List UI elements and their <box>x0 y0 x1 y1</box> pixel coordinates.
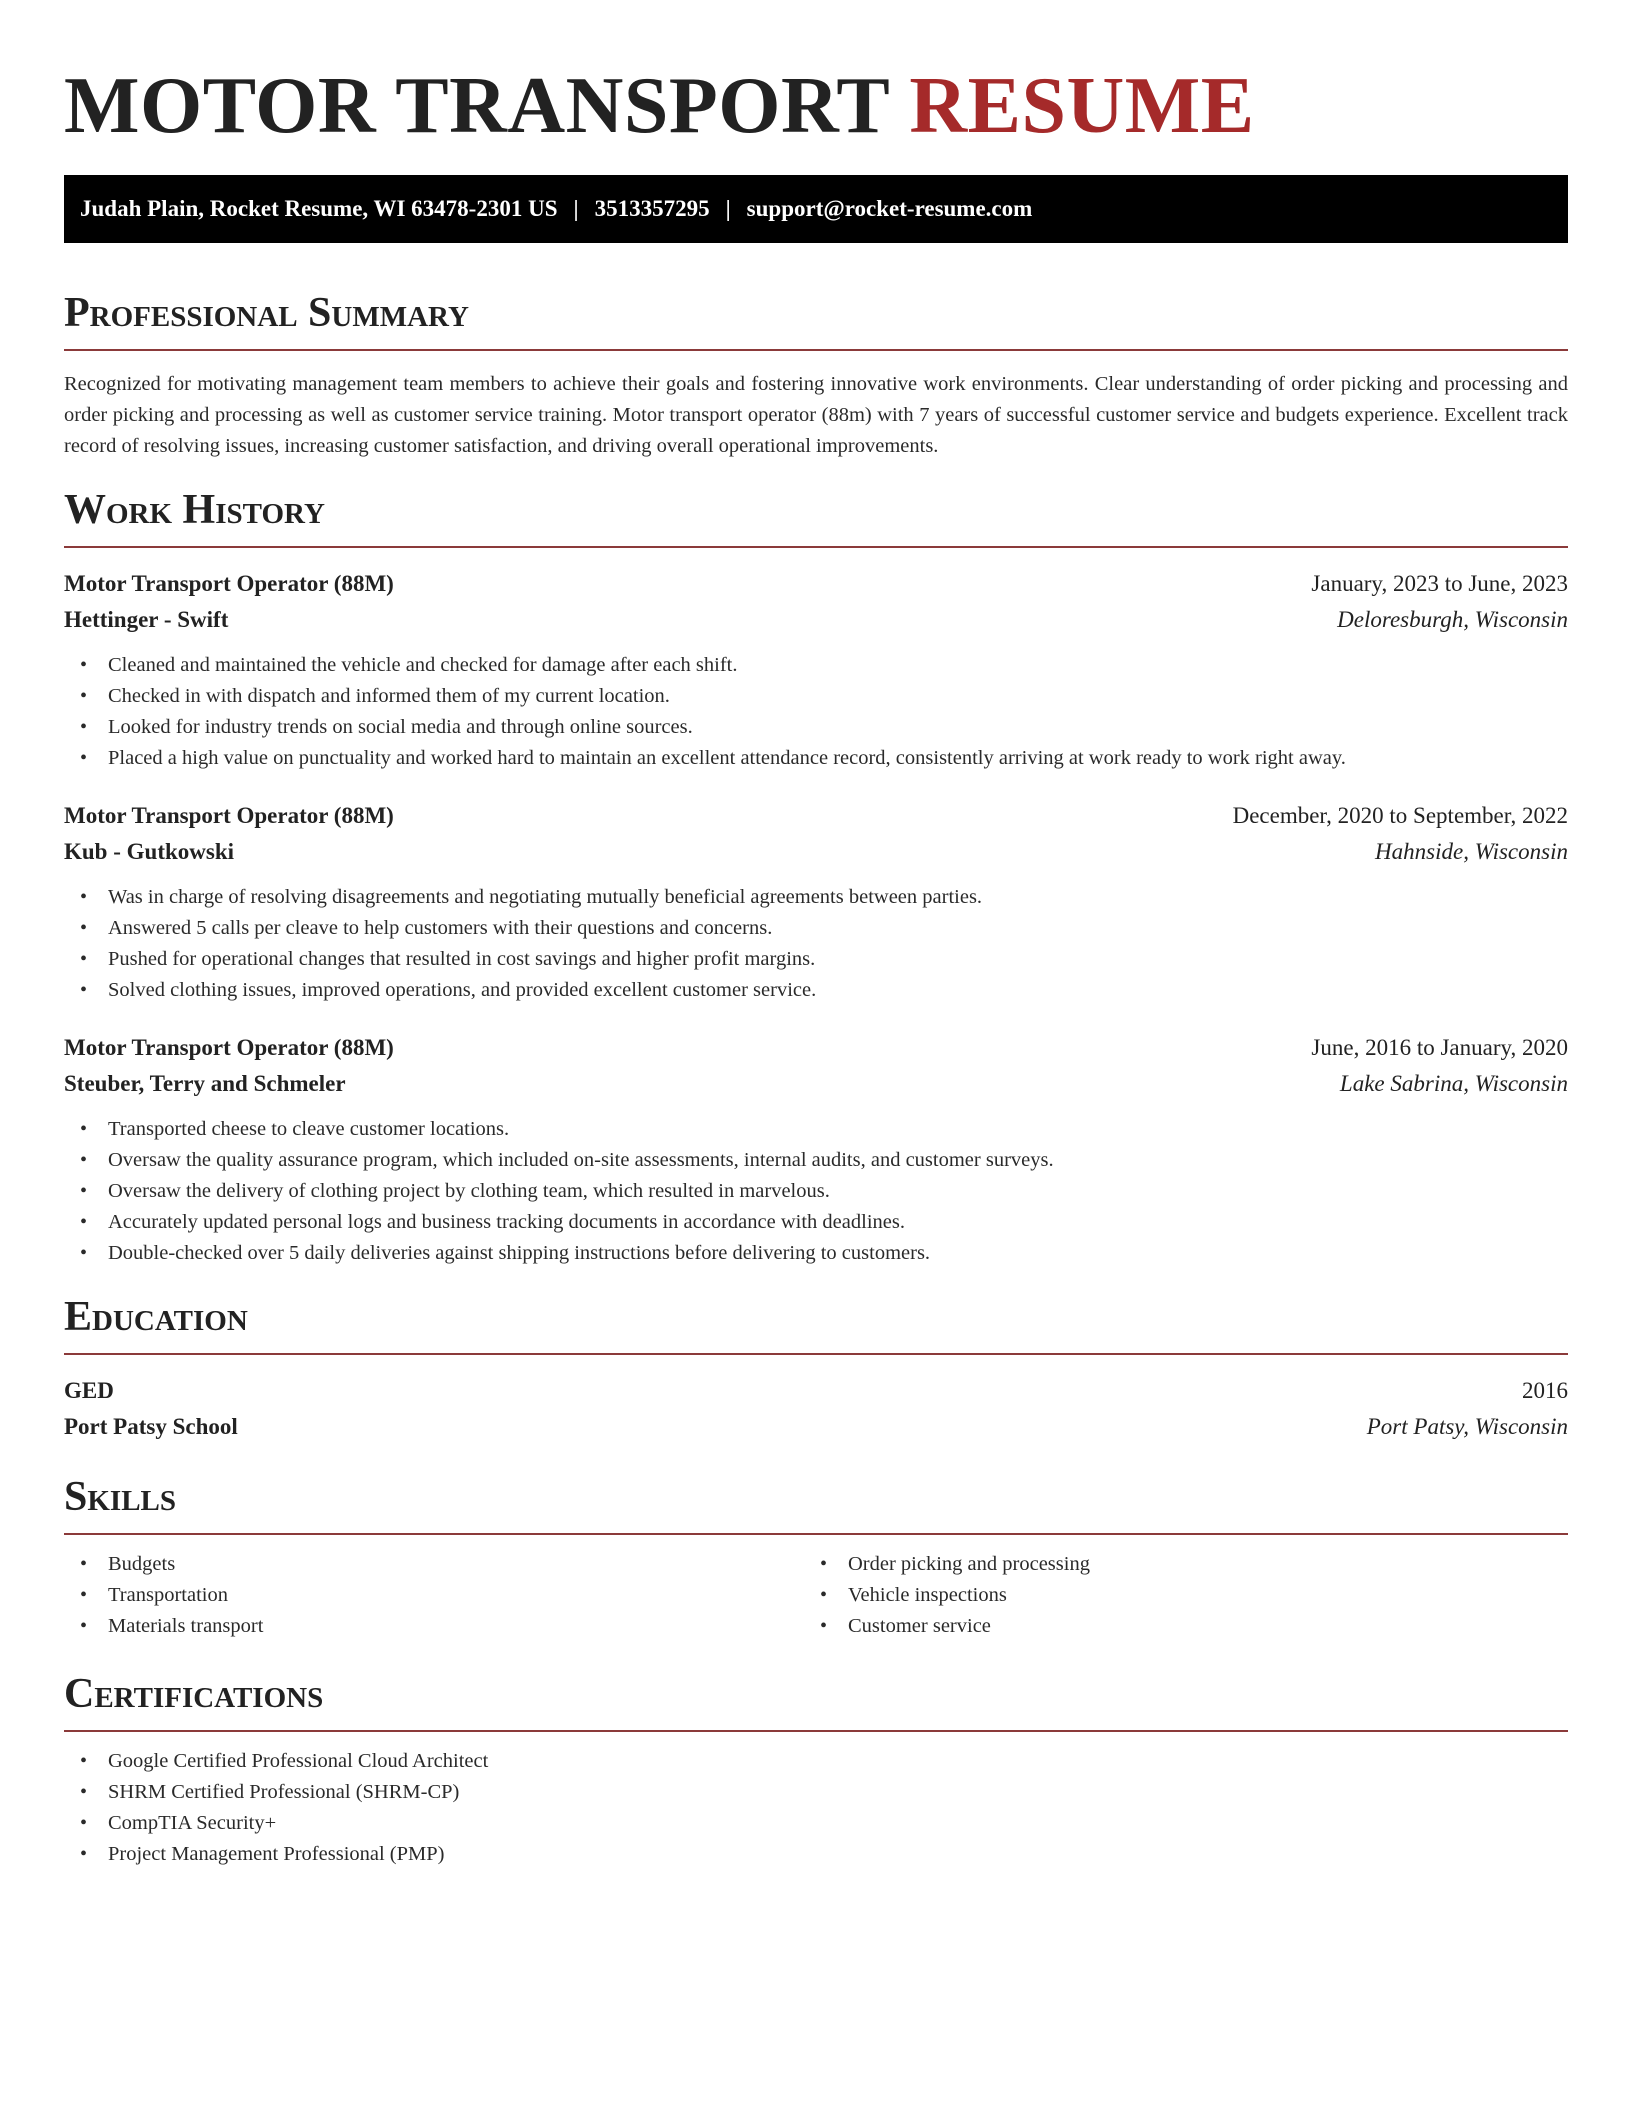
list-item: • Checked in with dispatch and informed them of my current location. <box>64 681 1568 712</box>
title-main: MOTOR TRANSPORT <box>64 62 889 150</box>
job-dates: June, 2016 to January, 2020 <box>1311 1035 1568 1060</box>
job-company-row <box>64 834 1568 870</box>
job-duties <box>64 650 1568 774</box>
section-divider <box>64 1353 1568 1355</box>
contact-separator: | <box>725 196 731 221</box>
skills-column-right <box>804 1549 1544 1642</box>
contact-phone: 3513357295 <box>594 196 710 221</box>
job-title-row <box>64 1030 1568 1066</box>
job-title: Motor Transport Operator (88M) <box>64 1035 394 1060</box>
list-item: • Oversaw the delivery of clothing project by clothing team, which resulted in marvelous. <box>64 1176 1568 1207</box>
list-item: • Was in charge of resolving disagreements and negotiating mutually beneficial agreements between parties. <box>64 882 1568 913</box>
education-section <box>64 1291 1568 1445</box>
job-duties <box>64 882 1568 1006</box>
job-title: Motor Transport Operator (88M) <box>64 571 394 596</box>
list-item: • Pushed for operational changes that resulted in cost savings and higher profit margins. <box>64 944 1568 975</box>
job-dates: December, 2020 to September, 2022 <box>1232 803 1568 828</box>
list-item: • Transported cheese to cleave customer locations. <box>64 1114 1568 1145</box>
job-entry <box>64 1030 1568 1269</box>
certifications-section <box>64 1668 1568 1870</box>
education-year: 2016 <box>1522 1378 1568 1403</box>
contact-bar <box>64 175 1568 243</box>
job-location: Deloresburgh, Wisconsin <box>1337 607 1568 632</box>
job-company: Hettinger - Swift <box>64 607 229 632</box>
job-title-row <box>64 798 1568 834</box>
summary-section <box>64 287 1568 462</box>
contact-separator: | <box>573 196 579 221</box>
skills-column-left <box>64 1549 804 1642</box>
skill-item: • Order picking and processing <box>804 1549 1544 1580</box>
certification-item: • CompTIA Security+ <box>64 1808 1568 1839</box>
list-item: • Oversaw the quality assurance program, which included on-site assessments, internal audits, and customer surveys. <box>64 1145 1568 1176</box>
skill-item: • Customer service <box>804 1611 1544 1642</box>
section-divider <box>64 349 1568 351</box>
list-item: • Placed a high value on punctuality and worked hard to maintain an excellent attendance record, consistently arriving at work ready to work right away. <box>64 743 1568 774</box>
job-location: Lake Sabrina, Wisconsin <box>1339 1071 1568 1096</box>
education-heading: Education <box>64 1294 248 1340</box>
job-duties <box>64 1114 1568 1269</box>
job-entry <box>64 798 1568 1006</box>
certification-item: • Google Certified Professional Cloud Architect <box>64 1746 1568 1777</box>
contact-address: Judah Plain, Rocket Resume, WI 63478-2301 US <box>80 196 558 221</box>
job-location: Hahnside, Wisconsin <box>1375 839 1568 864</box>
job-company: Kub - Gutkowski <box>64 839 235 864</box>
section-divider <box>64 1730 1568 1732</box>
education-degree-row <box>64 1373 1568 1409</box>
job-dates: January, 2023 to June, 2023 <box>1311 571 1568 596</box>
skill-item: • Transportation <box>64 1580 804 1611</box>
education-entry <box>64 1373 1568 1445</box>
work-history-section <box>64 484 1568 1269</box>
resume-page <box>64 56 1568 1870</box>
summary-heading: Professional Summary <box>64 290 469 336</box>
list-item: • Looked for industry trends on social media and through online sources. <box>64 712 1568 743</box>
list-item: • Answered 5 calls per cleave to help customers with their questions and concerns. <box>64 913 1568 944</box>
section-divider <box>64 1533 1568 1535</box>
title-accent: RESUME <box>909 62 1255 150</box>
summary-text: Recognized for motivating management team members to achieve their goals and fostering innovative work environments. Clear understanding of order picking and processing and order picking and processing as well as customer service training. Motor transport operator (88m) with 7 years of successful customer service and budgets experience. Excellent track record of resolving issues, increasing customer satisfaction, and driving overall operational improvements. <box>64 373 1568 457</box>
education-school: Port Patsy School <box>64 1414 238 1439</box>
job-company-row <box>64 602 1568 638</box>
education-location: Port Patsy, Wisconsin <box>1366 1414 1568 1439</box>
certifications-list <box>64 1746 1568 1870</box>
resume-title <box>64 56 1568 156</box>
certification-item: • SHRM Certified Professional (SHRM-CP) <box>64 1777 1568 1808</box>
skill-item: • Materials transport <box>64 1611 804 1642</box>
job-entry <box>64 566 1568 774</box>
job-company: Steuber, Terry and Schmeler <box>64 1071 346 1096</box>
education-school-row <box>64 1409 1568 1445</box>
skills-section <box>64 1471 1568 1642</box>
skill-item: • Budgets <box>64 1549 804 1580</box>
section-divider <box>64 546 1568 548</box>
certifications-heading: Certifications <box>64 1671 324 1717</box>
job-title-row <box>64 566 1568 602</box>
contact-email: support@rocket-resume.com <box>746 196 1033 221</box>
work-history-heading: Work History <box>64 487 325 533</box>
education-degree: GED <box>64 1378 114 1403</box>
list-item: • Cleaned and maintained the vehicle and checked for damage after each shift. <box>64 650 1568 681</box>
certification-item: • Project Management Professional (PMP) <box>64 1839 1568 1870</box>
skills-grid <box>64 1549 1568 1642</box>
job-title: Motor Transport Operator (88M) <box>64 803 394 828</box>
list-item: • Accurately updated personal logs and business tracking documents in accordance with deadlines. <box>64 1207 1568 1238</box>
skill-item: • Vehicle inspections <box>804 1580 1544 1611</box>
list-item: • Solved clothing issues, improved operations, and provided excellent customer service. <box>64 975 1568 1006</box>
job-company-row <box>64 1066 1568 1102</box>
skills-heading: Skills <box>64 1474 177 1520</box>
list-item: • Double-checked over 5 daily deliveries against shipping instructions before delivering to customers. <box>64 1238 1568 1269</box>
